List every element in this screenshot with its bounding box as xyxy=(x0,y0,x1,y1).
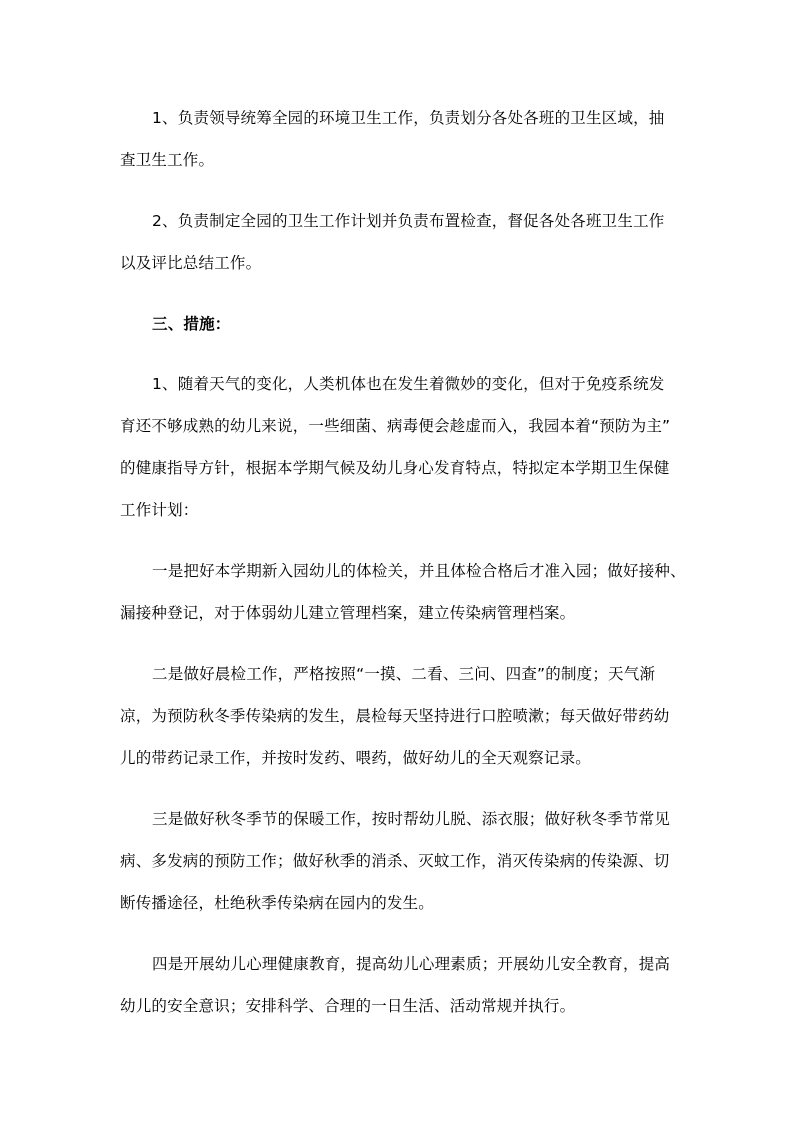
paragraph-line: 漏接种登记，对于体弱幼儿建立管理档案，建立传染病管理档案。 xyxy=(120,604,576,622)
paragraph-line: 育还不够成熟的幼儿来说，一些细菌、病毒便会趁虚而入，我园本着“预防为主” xyxy=(120,417,671,435)
paragraph-line: 工作计划： xyxy=(120,501,199,519)
paragraph-line: 四是开展幼儿心理健康教育，提高幼儿心理素质；开展幼儿安全教育，提高 xyxy=(152,955,671,973)
paragraph-line: 查卫生工作。 xyxy=(120,151,215,169)
paragraph-line: 三是做好秋冬季节的保暖工作，按时帮幼儿脱、添衣服；做好秋冬季节常见 xyxy=(152,810,671,828)
paragraph-line: 幼儿的安全意识；安排科学、合理的一日生活、活动常规并执行。 xyxy=(120,997,576,1015)
section-heading: 三、措施： xyxy=(152,315,231,333)
paragraph-line: 1、负责领导统筹全园的环境卫生工作，负责划分各处各班的卫生区域，抽 xyxy=(152,109,665,127)
paragraph-line: 的健康指导方针，根据本学期气候及幼儿身心发育特点，特拟定本学期卫生保健 xyxy=(120,459,670,477)
paragraph-line: 1、随着天气的变化，人类机体也在发生着微妙的变化，但对于免疫系统发 xyxy=(152,375,665,393)
paragraph-line: 儿的带药记录工作，并按时发药、喂药，做好幼儿的全天观察记录。 xyxy=(120,749,592,767)
paragraph-line: 一是把好本学期新入园幼儿的体检关，并且体检合格后才准入园；做好接种、 xyxy=(152,562,686,580)
paragraph-line: 二是做好晨检工作，严格按照“一摸、二看、三问、四查”的制度；天气渐 xyxy=(152,665,656,683)
paragraph-line: 病、多发病的预防工作；做好秋季的消杀、灭蚊工作，消灭传染病的传染源、切 xyxy=(120,852,670,870)
paragraph-line: 2、负责制定全园的卫生工作计划并负责布置检查，督促各处各班卫生工作 xyxy=(152,212,665,230)
paragraph-line: 以及评比总结工作。 xyxy=(120,254,262,272)
paragraph-line: 断传播途径，杜绝秋季传染病在园内的发生。 xyxy=(120,894,435,912)
paragraph-line: 凉，为预防秋冬季传染病的发生，晨检每天坚持进行口腔喷漱；每天做好带药幼 xyxy=(120,707,670,725)
